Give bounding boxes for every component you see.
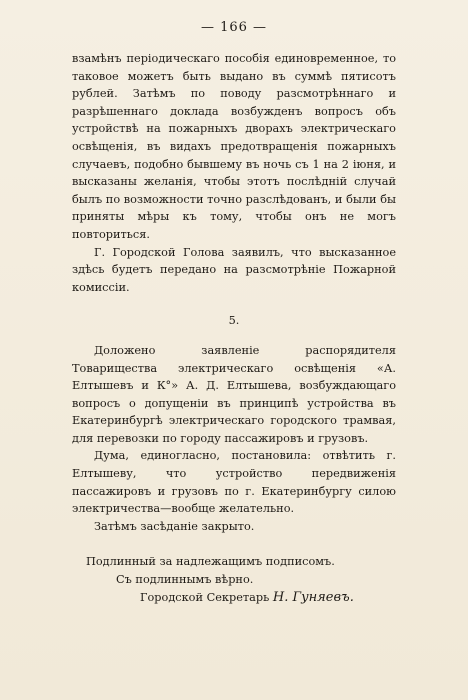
paragraph-session-closed: Затѣмъ засѣданіе закрыто.	[94, 519, 255, 533]
attestation-line-original: Подлинный за надлежащимъ подписомъ.	[86, 555, 335, 569]
secretary-signature: Н. Гуняевъ.	[272, 589, 354, 605]
page-body	[72, 50, 396, 606]
secretary-title: Городской Секретарь	[140, 590, 270, 604]
paragraph-continuation: взамѣнъ періодическаго пособія единовременное, то таковое можетъ быть выдано въ суммѣ пятисотъ рублей. Затѣмъ по поводу разсмотрѣннаго и разрѣшеннаго доклада возбужденъ вопросъ объ устройствѣ на пожарныхъ дворахъ электрическаго освѣщенія, въ видахъ предотвращенія пожарныхъ случаевъ, подобно бывшему въ ночь съ 1 на 2 іюня, и высказаны желанія, чтобы этотъ послѣдній случай былъ по возможности точно разслѣдованъ, и были бы приняты мѣры къ тому, чтобы онъ не могъ повториться.	[72, 52, 396, 241]
page-number: — 166 —	[200, 20, 268, 35]
attestation-line-secretary	[72, 589, 396, 607]
attestation-line-true-copy: Съ подлиннымъ вѣрно.	[116, 573, 254, 587]
section-number: 5.	[228, 314, 240, 328]
paragraph-tram-request: Доложено заявленіе распорядителя Товарищества электрическаго освѣщенія «А. Елтышевъ и К°» А. Д. Елтышева, возбуждающаго вопросъ о допущеніи въ принципѣ устройства въ Екатеринбургѣ электрическаго городского трамвая, для перевозки по городу пассажировъ и грузовъ.	[72, 343, 396, 445]
paragraph-mayor-statement: Г. Городской Голова заявилъ, что высказанное здѣсь будетъ передано на разсмотрѣніе Пожарной комиссіи.	[72, 245, 396, 294]
paragraph-duma-resolution: Дума, единогласно, постановила: отвѣтить г. Елтышеву, что устройство передвиженія пассажировъ и грузовъ по г. Екатеринбургу силою электричества—вообще желательно.	[72, 449, 396, 516]
